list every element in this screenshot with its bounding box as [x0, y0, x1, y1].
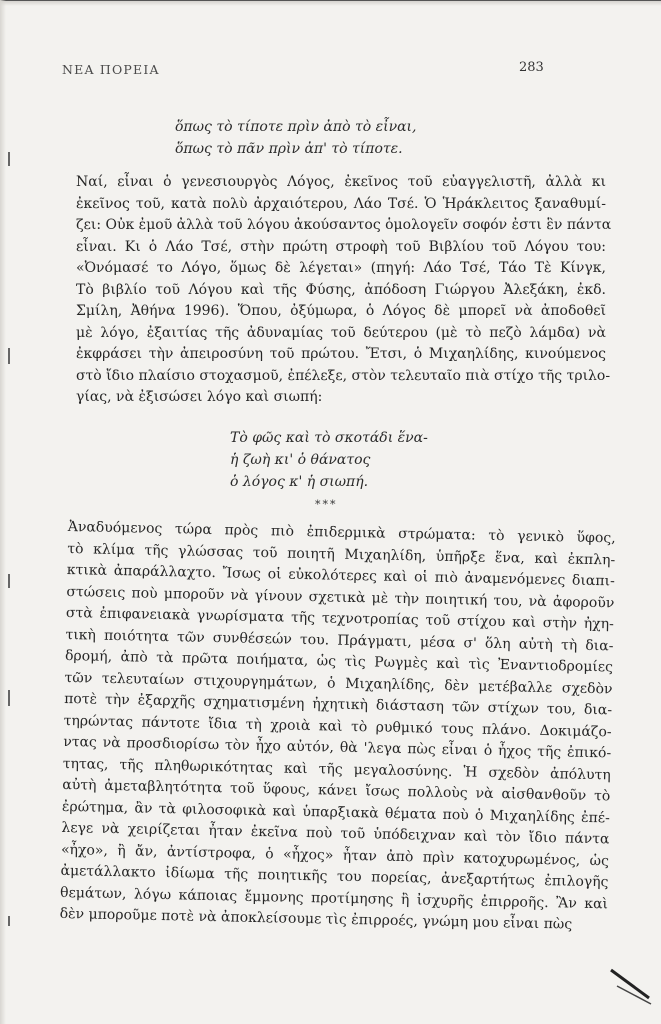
text-line: ἐρώτημα, ἂν τὰ φιλοσοφικὰ καὶ ὑπαρξιακὰ θέματα ποὺ ὁ Μιχαηλίδης ἐπέ-	[61, 798, 610, 826]
margin-mark	[8, 690, 10, 706]
verse-line: Τὸ φῶς καὶ τὸ σκοτάδι ἕνα-	[230, 430, 428, 446]
margin-mark	[8, 152, 10, 166]
text-line: ζει: Οὐκ ἐμοῦ ἀλλὰ τοῦ λόγου ἀκούσαντος ὁμολογεῖν σοφόν ἐστι ἓν πάντα	[76, 217, 612, 233]
text-line: ἐκφράσει τὴν ἀπειροσύνη τοῦ πρώτου. Ἔτσι, ὁ Μιχαηλίδης, κινούμενος	[76, 346, 606, 362]
verse-block-1	[175, 116, 416, 160]
running-title: ΝΕΑ ΠΟΡΕΙΑ	[62, 62, 160, 77]
text-line: τὸ κλίμα τῆς γλώσσας τοῦ ποιητῆ Μιχαηλίδη, ὑπῆρξε ἕνα, καὶ ἐκπλη-	[67, 540, 616, 568]
verse-line: ἡ ζωὴ κι' ὁ θάνατος	[230, 452, 371, 468]
paragraph-2	[59, 517, 615, 937]
paragraph-1	[76, 172, 612, 409]
text-line: ποτὲ τὴν ἐξαρχῆς σχηματισμένη ἠχητικὴ διάσταση τῶν στίχων του, δια-	[64, 690, 613, 719]
page-corner-fold-mark	[609, 964, 653, 1008]
text-line: Τὸ βιβλίο τοῦ Λόγου καὶ τῆς Φύσης, ἀπόδοση Γιώργου Ἀλεξάκη, ἐκδ.	[76, 281, 606, 298]
section-separator: ***	[315, 498, 338, 511]
scan-edge-line	[0, 0, 661, 1]
text-line: μὲ λόγο, ἐξαιτίας τῆς ἀδυναμίας τοῦ δεύτερου (μὲ τὸ πεζὸ λάμδα) νὰ	[76, 324, 606, 341]
page-number: 283	[519, 60, 544, 75]
page-spine-shadow	[0, 0, 6, 1024]
text-line: κτικὰ ἀπαράλλαχτο. Ἴσως οἱ εὐκολότερες καὶ οἱ πιὸ ἀναμενόμενες διαπι-	[66, 561, 615, 590]
text-line: ντας νὰ προσδιορίσω τὸν ἦχο αὐτόν, θὰ 'λεγα πὼς εἶναι ὁ ἦχος τῆς ἐπικό-	[63, 733, 612, 762]
text-line: τικὴ ποιότητα τῶν συνθέσεών του. Πράγματι, μέσα σ' ὅλη αὐτὴ τὴ δια-	[65, 626, 614, 654]
text-line: γίας, νὰ ἐξισώσει λόγο καὶ σιωπή:	[76, 389, 323, 405]
text-line: αὐτὴ ἀμεταβλητότητα τοῦ ὕφους, κάνει ἴσως πολλοὺς νὰ αἰσθανθοῦν τὸ	[62, 776, 611, 805]
text-line: τηρώντας πάντοτε ἴδια τὴ χροιὰ καὶ τὸ ρυθμικό τους πλάνο. Δοκιμάζο-	[63, 712, 612, 740]
margin-mark	[8, 348, 10, 364]
text-line: θεμάτων, λόγω κάποιας ἔμμονης προτίμησης ἢ ἰσχυρῆς ἐπιρροῆς. Ἂν καὶ	[59, 884, 609, 912]
verse-line: ὁ λόγος κ' ἡ σιωπή.	[230, 474, 369, 490]
text-line: στώσεις ποὺ μποροῦν νὰ γίνουν σχετικὰ μὲ τὴν ποιητική του, νὰ ἀφοροῦν	[66, 583, 615, 611]
text-line: δρομή, ἀπὸ τὰ πρῶτα ποιήματα, ὡς τὶς Ρωγμὲς καὶ τὶς Ἐναντιοδρομίες	[64, 647, 614, 676]
text-line: τῶν τελευταίων στιχουργημάτων, ὁ Μιχαηλίδης, δὲν μετέβαλλε σχεδὸν	[64, 669, 613, 697]
text-line: δὲν μποροῦμε ποτὲ νὰ ἀποκλείσουμε τὶς ἐπιρροές, γνώμη μου εἶναι πὼς	[59, 905, 573, 933]
text-line: εἶναι. Κι ὁ Λάο Τσέ, στὴν πρώτη στροφὴ τοῦ Βιβλίου τοῦ Λόγου του:	[76, 238, 606, 255]
text-line: τητας, τῆς πληθωρικότητας καὶ τῆς μεγαλοσύνης. Ἡ σχεδὸν ἀπόλυτη	[62, 755, 611, 783]
margin-mark	[8, 574, 10, 588]
text-line: «Ὀνόμασέ το Λόγο, ὅμως δὲ λέγεται» (πηγή: Λάο Τσέ, Τάο Τὲ Κίνγκ,	[76, 260, 606, 276]
text-line: ἀμετάλλακτο ἰδίωμα τῆς ποιητικῆς του πορείας, ἀνεξαρτήτως ἐπιλογῆς	[60, 862, 609, 891]
verse-block-2	[230, 427, 428, 493]
text-line: λεγε νὰ χειρίζεται ἦταν ἐκεῖνα ποὺ τοῦ ὑπόδειχναν καὶ τὸν ἴδιο πάντα	[61, 819, 610, 848]
text-line: «ἦχο», ἢ ἄν, ἀντίστροφα, ὁ «ἦχος» ἦταν ἀπὸ πρὶν κατοχυρωμένος, ὡς	[60, 841, 610, 869]
text-line: στὸ ἴδιο πλαίσιο στοχασμοῦ, ἐπέλεξε, στὸν τελευταῖο πιὰ στίχο τῆς τριλο-	[76, 367, 611, 384]
margin-mark	[8, 916, 10, 926]
text-line: Σμίλη, Ἀθήνα 1996). Ὅπου, ὀξύμωρα, ὁ Λόγος δὲ μπορεῖ νὰ ἀποδοθεῖ	[76, 303, 606, 319]
text-line: Ἀναδυόμενος τώρα πρὸς πιὸ ἐπιδερμικὰ στρώματα: τὸ γενικὸ ὕφος,	[67, 518, 616, 547]
verse-line: ὅπως τὸ τίποτε πρὶν ἀπὸ τὸ εἶναι,	[175, 119, 417, 135]
text-line: ἐκεῖνος τοῦ, κατὰ πολὺ ἀρχαιότερου, Λάο Τσέ. Ὁ Ἡράκλειτος ξαναθυμί-	[76, 195, 606, 212]
verse-line: ὅπως τὸ πᾶν πρὶν ἀπ' τὸ τίποτε.	[175, 141, 403, 157]
text-line: στὰ ἐπιφανειακὰ γνωρίσματα τῆς τεχνοτροπίας τοῦ στίχου καὶ στὴν ἠχη-	[65, 604, 615, 633]
text-line: Ναί, εἶναι ὁ γενεσιουργὸς Λόγος, ἐκεῖνος τοῦ εὐαγγελιστῆ, ἀλλὰ κι	[76, 174, 606, 190]
